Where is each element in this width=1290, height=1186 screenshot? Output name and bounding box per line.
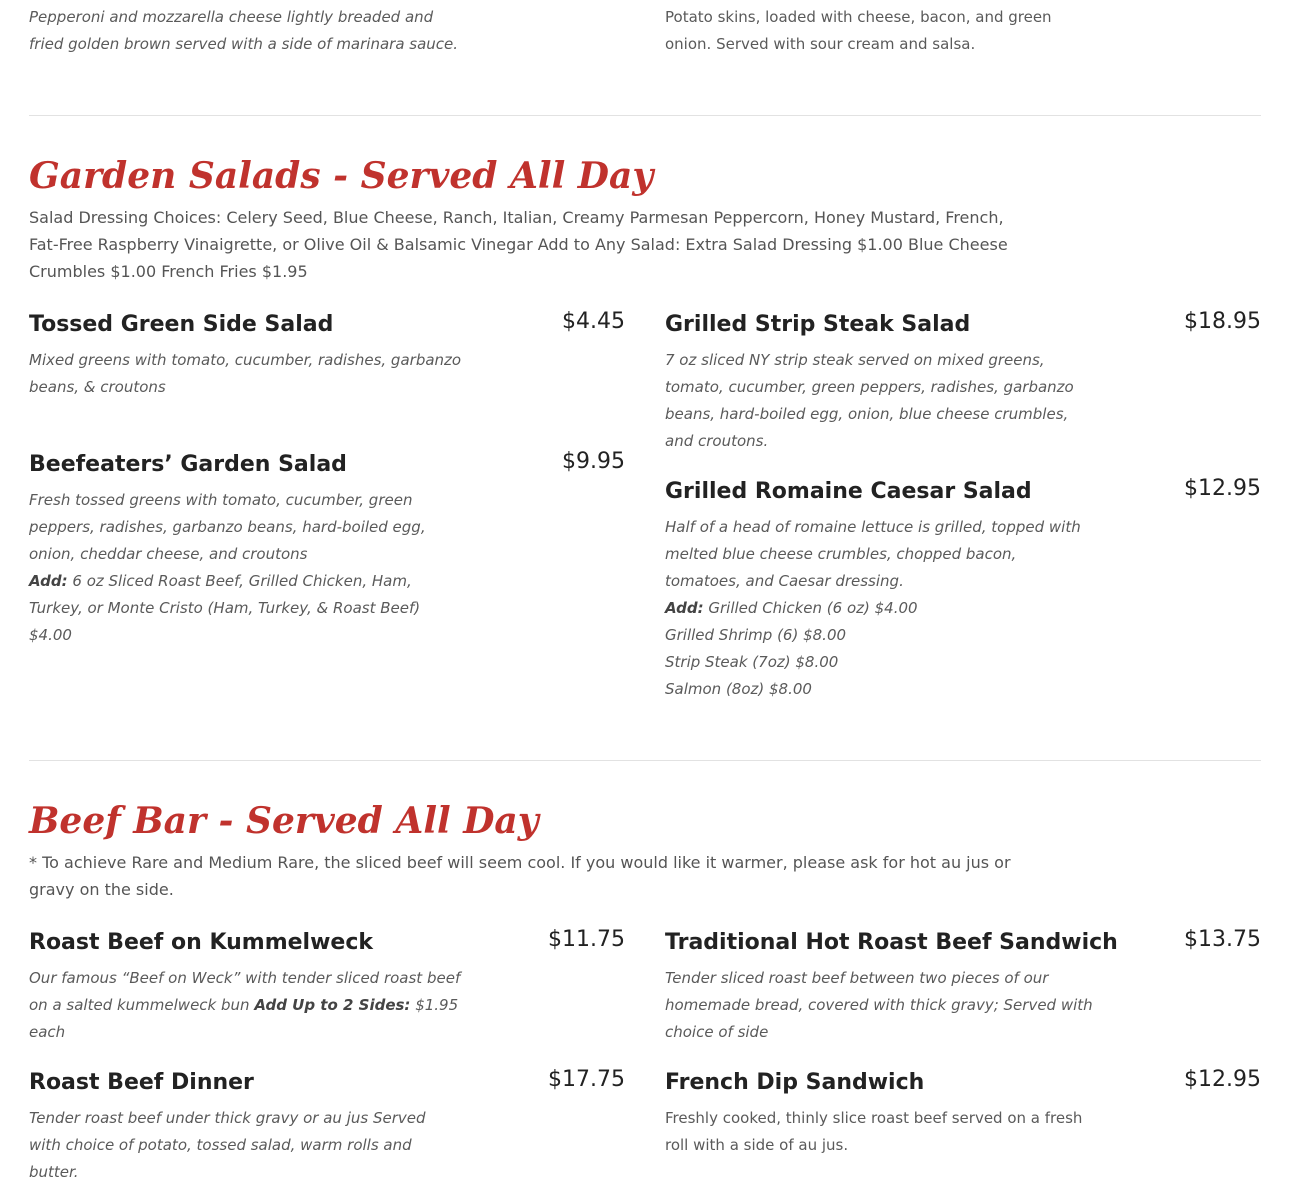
- section-note: Salad Dressing Choices: Celery Seed, Blue Cheese, Ranch, Italian, Creamy Parmesan Peppercorn, Honey Mustard, French, Fat-Free Raspberry Vinaigrette, or Olive Oil & Balsamic Vinegar Add to Any Salad: Extra Salad Dressing $1.00 Blue Cheese Crumbles $1.00 French Fries $1.95: [29, 208, 1008, 281]
- menu-item-name: Grilled Romaine Caesar Salad: [665, 479, 1032, 504]
- menu-item-price: $18.95: [1184, 309, 1261, 334]
- menu-item-description: 7 oz sliced NY strip steak served on mixed greens, tomato, cucumber, green peppers, radishes, garbanzo beans, hard-boiled egg, onion, blue cheese crumbles, and croutons.: [665, 351, 1074, 450]
- section-divider: [29, 760, 1261, 761]
- menu-item-price: $12.95: [1184, 476, 1261, 501]
- description-text: Half of a head of romaine lettuce is grilled, topped with melted blue cheese crumbles, chopped bacon, tomatoes, and Caesar dressing.: [665, 518, 1081, 590]
- menu-item-name: French Dip Sandwich: [665, 1070, 925, 1095]
- add-on-text: $1.95 each: [29, 996, 459, 1041]
- add-on-label: Add Up to 2 Sides:: [254, 996, 411, 1014]
- add-on-line: [665, 595, 1095, 622]
- section-title: Beef Bar - Served All Day: [29, 800, 539, 842]
- menu-item-price: $12.95: [1184, 1067, 1261, 1092]
- add-on-line: Strip Steak (7oz) $8.00: [665, 653, 839, 671]
- add-on-label: Add:: [665, 599, 704, 617]
- menu-item-description: Tender roast beef under thick gravy or au jus Served with choice of potato, tossed salad, warm rolls and butter.: [29, 1109, 426, 1181]
- menu-item-description: Freshly cooked, thinly slice roast beef served on a fresh roll with a side of au jus.: [665, 1109, 1083, 1154]
- menu-item-description: [29, 965, 469, 1046]
- description-text: Our famous “Beef on Weck” with tender sliced roast beef on a salted kummelweck bun: [29, 969, 461, 1014]
- menu-item-name: Grilled Strip Steak Salad: [665, 312, 971, 337]
- menu-item-price: $13.75: [1184, 927, 1261, 952]
- menu-item-name: Tossed Green Side Salad: [29, 312, 334, 337]
- menu-item-description: Mixed greens with tomato, cucumber, radishes, garbanzo beans, & croutons: [29, 351, 462, 396]
- section-note: * To achieve Rare and Medium Rare, the sliced beef will seem cool. If you would like it warmer, please ask for hot au jus or gravy on the side.: [29, 853, 1011, 899]
- menu-item-name: Traditional Hot Roast Beef Sandwich: [665, 930, 1118, 955]
- add-on-text: Grilled Chicken (6 oz) $4.00: [703, 599, 918, 617]
- menu-item-name: Roast Beef on Kummelweck: [29, 930, 373, 955]
- section-title: Garden Salads - Served All Day: [29, 155, 654, 197]
- menu-item-price: $4.45: [562, 309, 625, 334]
- menu-item-name: Beefeaters’ Garden Salad: [29, 452, 347, 477]
- add-on-line: Salmon (8oz) $8.00: [665, 680, 812, 698]
- add-on-text: 6 oz Sliced Roast Beef, Grilled Chicken, Ham, Turkey, or Monte Cristo (Ham, Turkey, & Roast Beef) $4.00: [29, 572, 421, 644]
- item-description: Potato skins, loaded with cheese, bacon, and green onion. Served with sour cream and salsa.: [665, 8, 1052, 53]
- add-on-line: Grilled Shrimp (6) $8.00: [665, 626, 847, 644]
- menu-item-description: [665, 514, 1095, 703]
- menu-item-price: $17.75: [548, 1067, 625, 1092]
- add-on-line: [29, 568, 459, 649]
- menu-item-price: $11.75: [548, 927, 625, 952]
- menu-item-description: Tender sliced roast beef between two pieces of our homemade bread, covered with thick gravy; Served with choice of side: [665, 969, 1093, 1041]
- menu-item-name: Roast Beef Dinner: [29, 1070, 254, 1095]
- menu-item-price: $9.95: [562, 449, 625, 474]
- item-description: Pepperoni and mozzarella cheese lightly breaded and fried golden brown served with a side of marinara sauce.: [29, 8, 459, 53]
- section-divider: [29, 115, 1261, 116]
- add-on-label: Add:: [29, 572, 68, 590]
- description-text: Fresh tossed greens with tomato, cucumber, green peppers, radishes, garbanzo beans, hard-boiled egg, onion, cheddar cheese, and croutons: [29, 491, 426, 563]
- menu-item-description: [29, 487, 459, 649]
